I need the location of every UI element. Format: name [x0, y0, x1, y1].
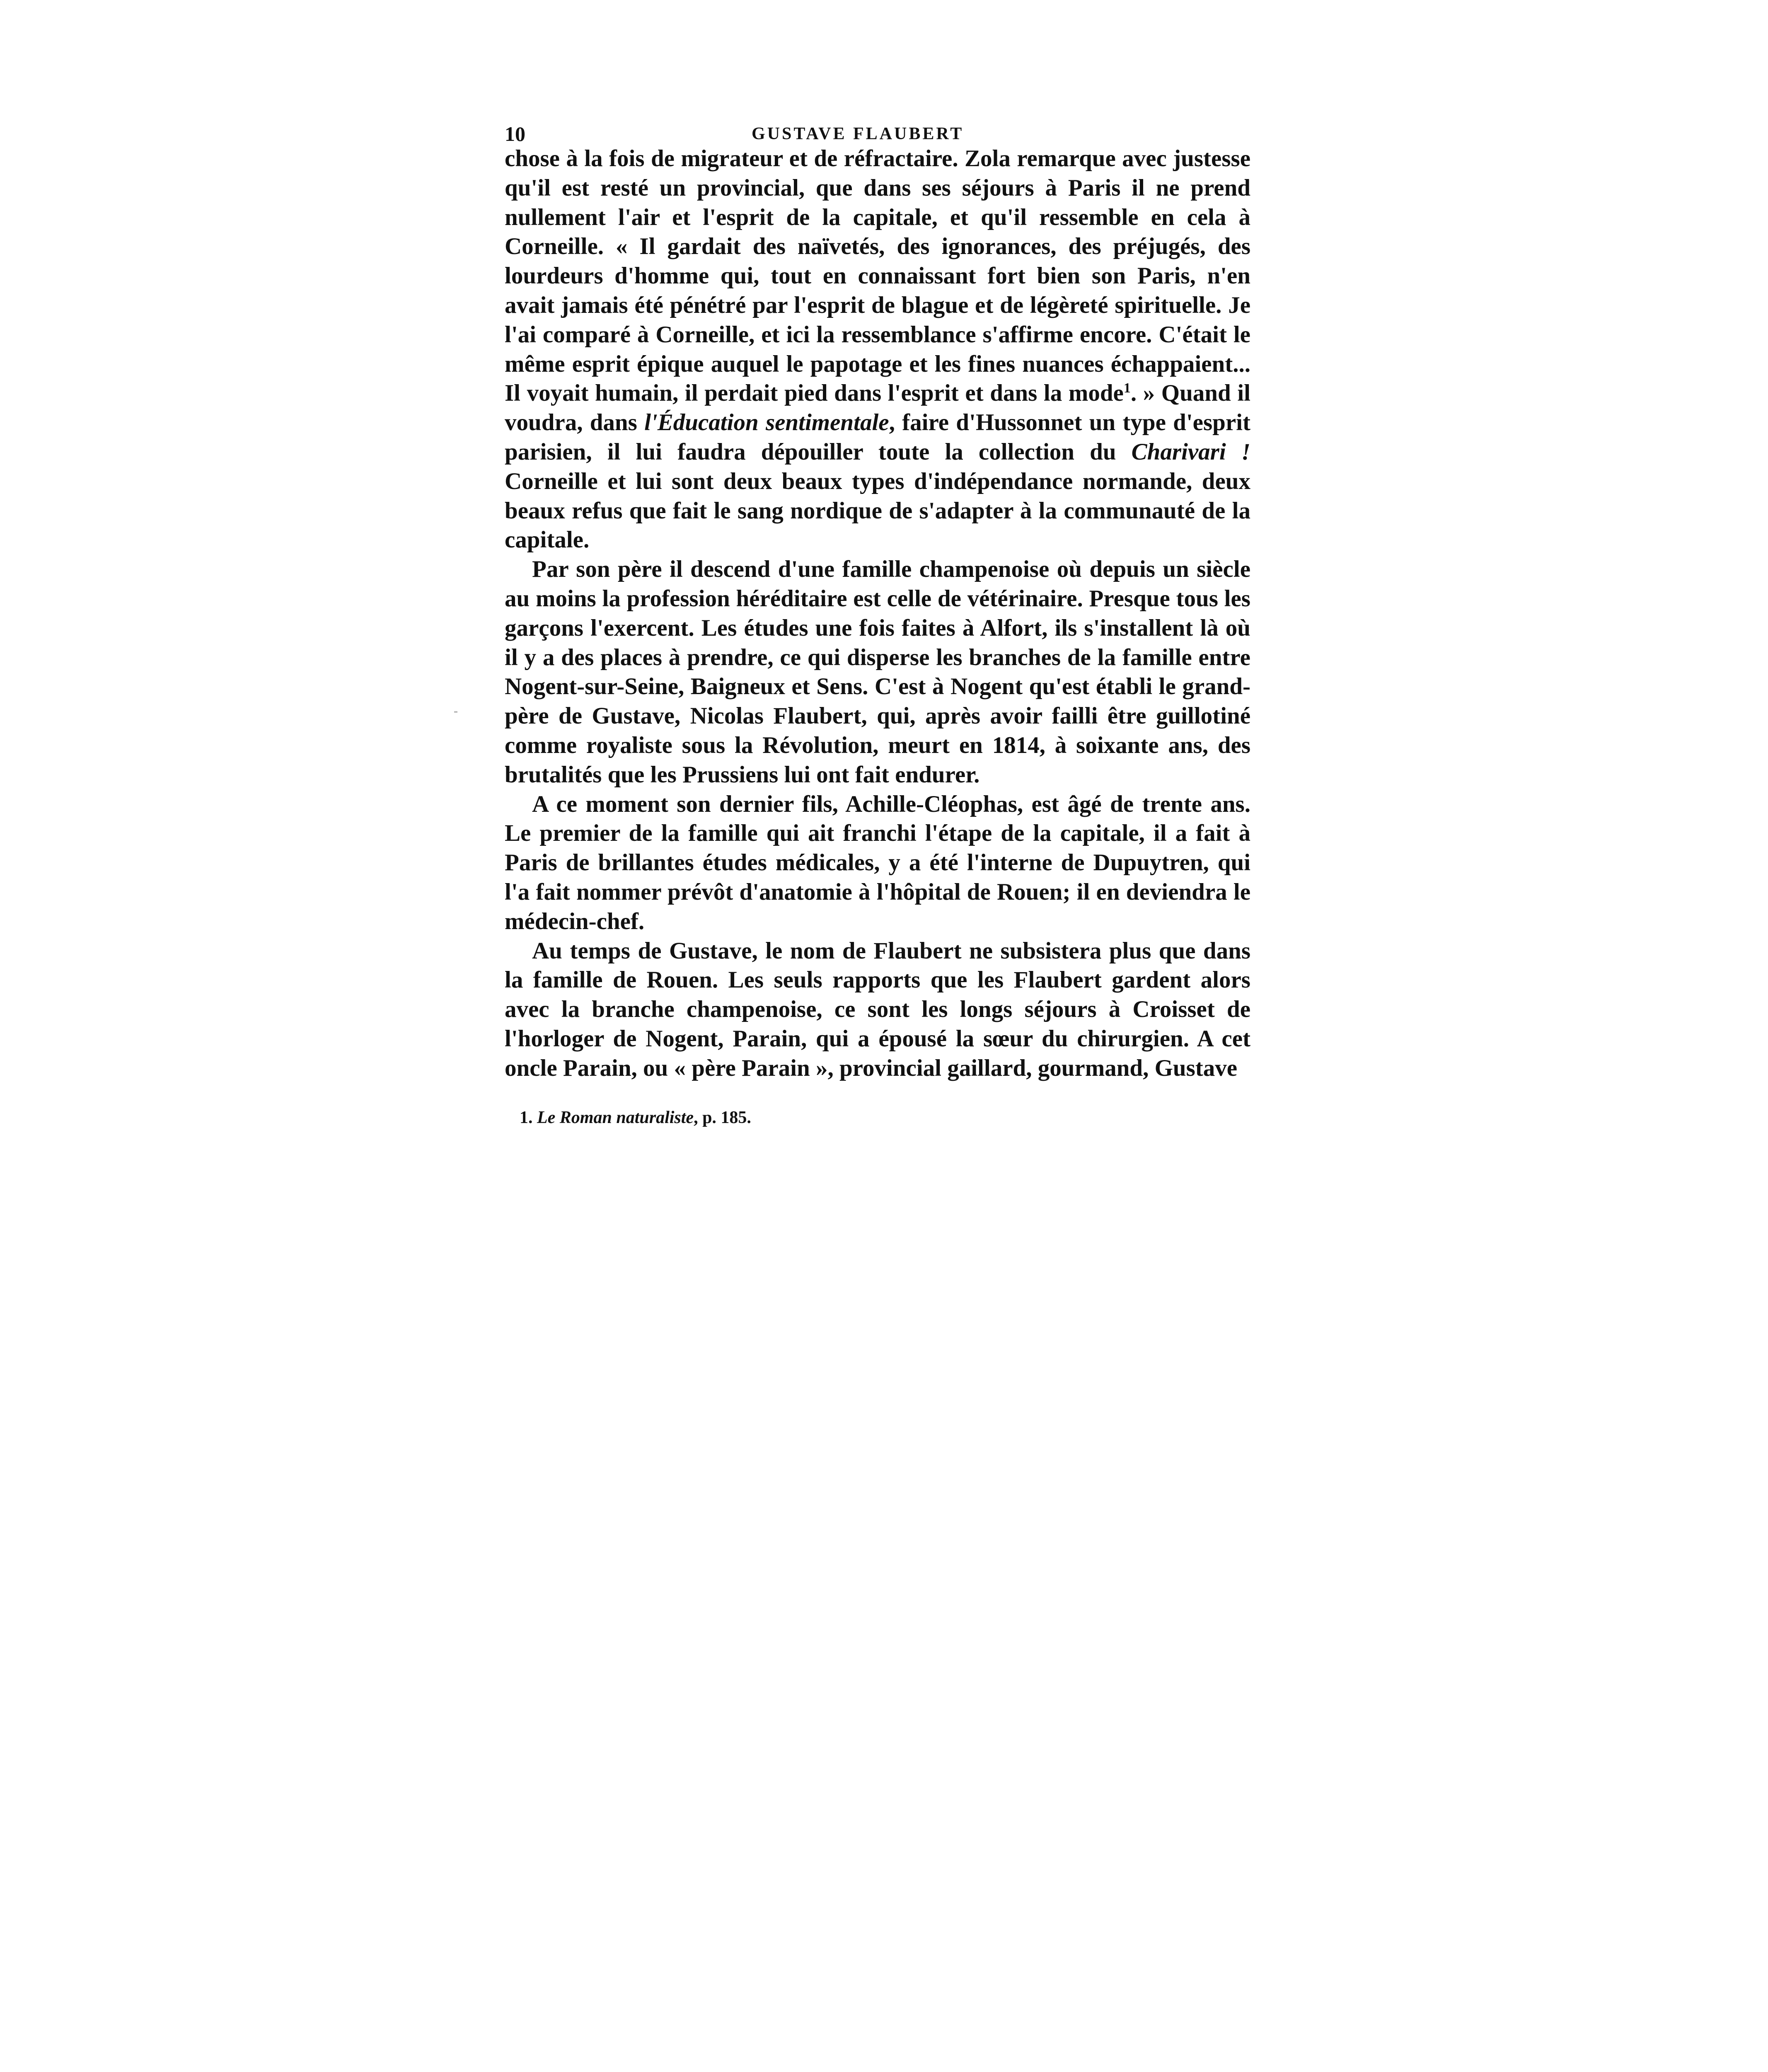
footnote-number: 1.	[520, 1108, 533, 1127]
footnote-page-ref: , p. 185.	[694, 1108, 751, 1127]
body-text	[505, 144, 1250, 1083]
footnote-marker: 1	[1123, 380, 1131, 396]
book-page	[505, 107, 1250, 1128]
paragraph-1-text-b: . » Quand il voudra, dans	[505, 380, 1250, 436]
footnote-title: Le Roman naturaliste	[537, 1108, 694, 1127]
paragraph-1	[505, 144, 1250, 555]
running-head	[505, 107, 1250, 144]
scan-speck	[454, 711, 457, 713]
running-title: GUSTAVE FLAUBERT	[752, 124, 964, 143]
paragraph-4: Au temps de Gustave, le nom de Flaubert ne subsistera plus que dans la famille de Rouen. Les seuls rapports que les Flaubert gardent alors avec la branche champenoise, ce sont les longs séjours à Croisset de l'horloger de Nogent, Parain, qui a épousé la sœur du chirurgien. A cet oncle Parain, ou « père Parain », provincial gaillard, gourmand, Gustave	[505, 937, 1250, 1081]
footnote	[505, 1107, 1250, 1128]
page-number: 10	[505, 122, 525, 145]
paragraph-1-text-d: Corneille et lui sont deux beaux types d'indépendance normande, deux beaux refus que fait le sang nordique de s'adapter à la communauté de la capitale.	[505, 468, 1250, 553]
journal-title-charivari: Charivari !	[1131, 438, 1250, 465]
paragraph-3: A ce moment son dernier fils, Achille-Cléophas, est âgé de trente ans. Le premier de la famille qui ait franchi l'étape de la capitale, il a fait à Paris de brillantes études médicales, y a été l'interne de Dupuytren, qui l'a fait nommer prévôt d'anatomie à l'hôpital de Rouen; il en deviendra le médecin-chef.	[505, 791, 1250, 934]
paragraph-2: Par son père il descend d'une famille champenoise où depuis un siècle au moins la profession héréditaire est celle de vétérinaire. Presque tous les garçons l'exercent. Les études une fois faites à Alfort, ils s'installent là où il y a des places à prendre, ce qui disperse les branches de la famille entre Nogent-sur-Seine, Baigneux et Sens. C'est à Nogent qu'est établi le grand-père de Gustave, Nicolas Flaubert, qui, après avoir failli être guillotiné comme royaliste sous la Révolution, meurt en 1814, à soixante ans, des brutalités que les Prussiens lui ont fait endurer.	[505, 556, 1250, 788]
book-title-education-sentimentale: l'Éducation sentimentale	[644, 409, 889, 436]
paragraph-1-text-a: chose à la fois de migrateur et de réfractaire. Zola remarque avec justesse qu'il est resté un provincial, que dans ses séjours à Paris il ne prend nullement l'air et l'esprit de la capitale, et qu'il ressemble en cela à Corneille. « Il gardait des naïvetés, des ignorances, des préjugés, des lourdeurs d'homme qui, tout en connaissant fort bien son Paris, n'en avait jamais été pénétré par l'esprit de blague et de légèreté spirituelle. Je l'ai comparé à Corneille, et ici la ressemblance s'affirme encore. C'était le même esprit épique auquel le papotage et les fines nuances échappaient... Il voyait humain, il perdait pied dans l'esprit et dans la mode	[505, 145, 1250, 407]
paragraph-1-text-c: , faire d'Hussonnet un type d'esprit parisien, il lui faudra dépouiller toute la collection du	[505, 409, 1250, 465]
